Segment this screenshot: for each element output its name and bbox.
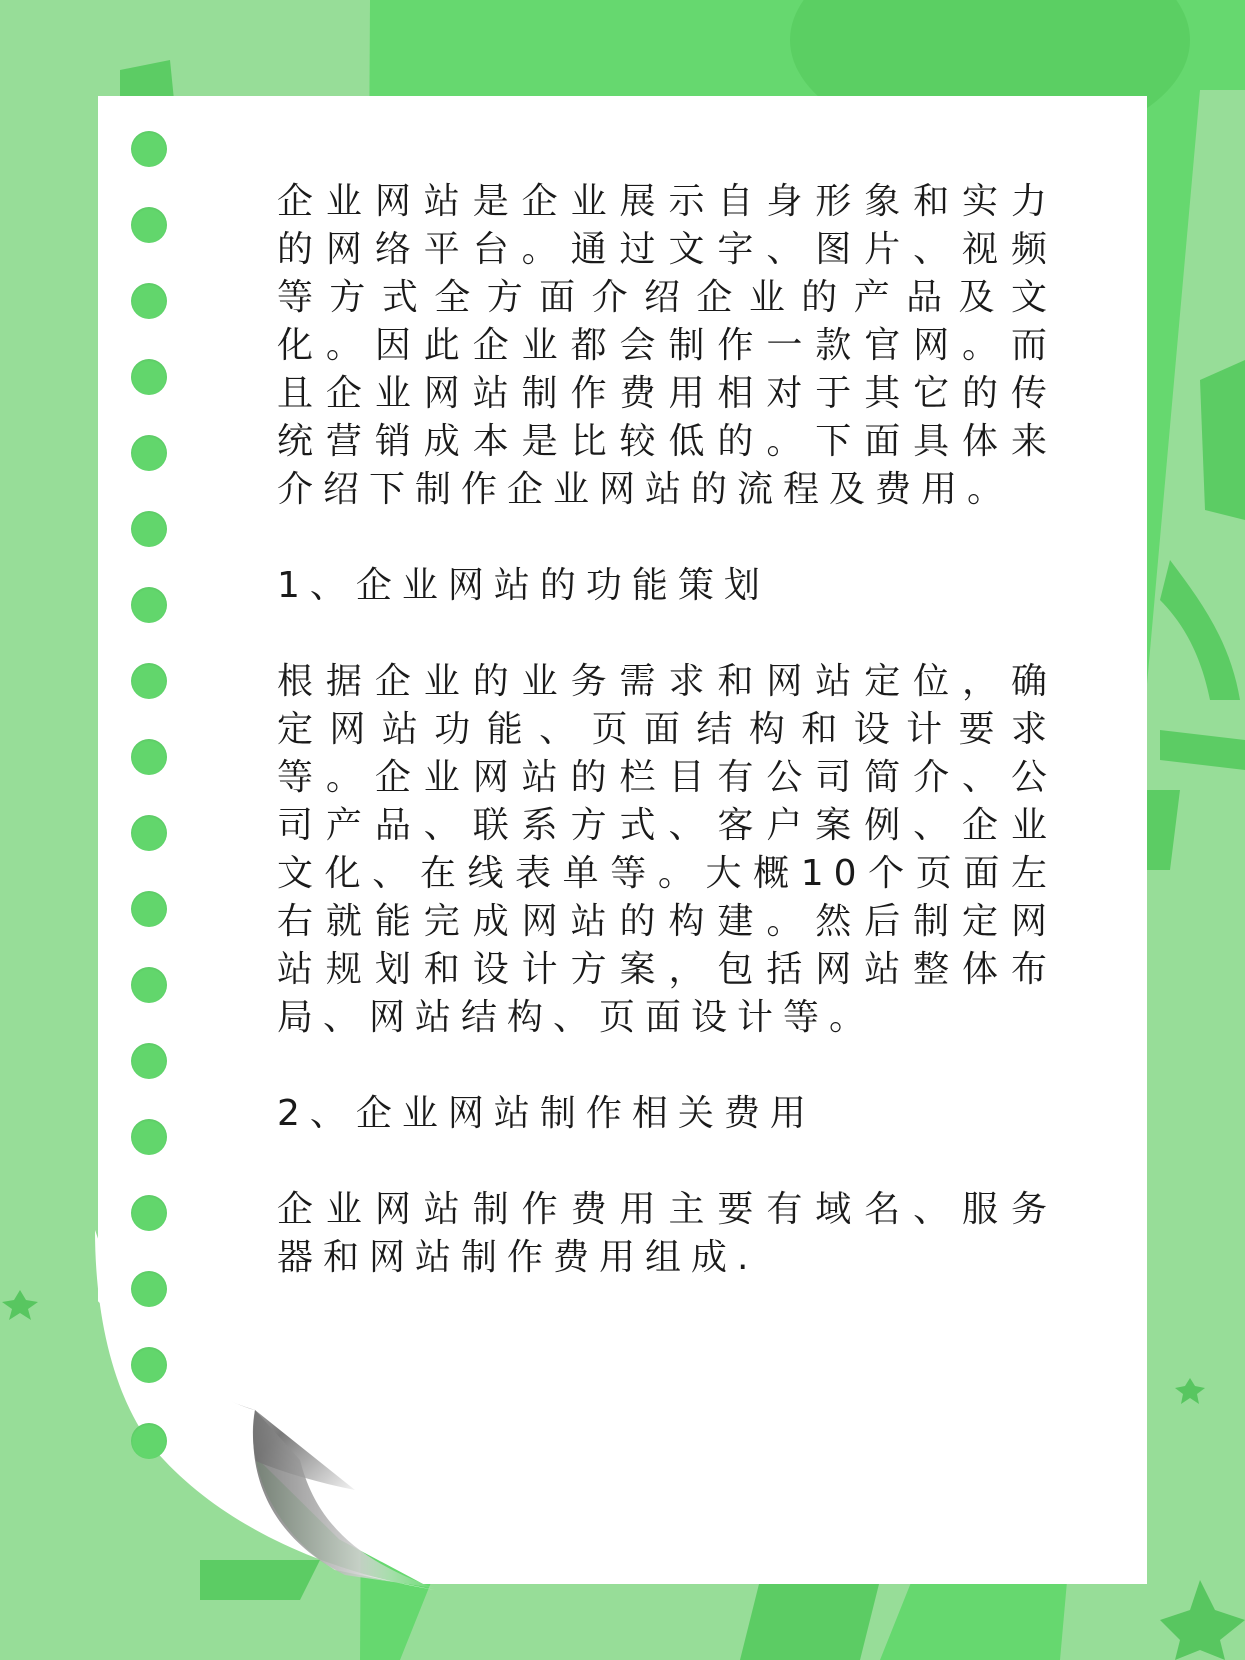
section-1-body: 根据企业的业务需求和网站定位，确定网站功能、页面结构和设计要求等。企业网站的栏目有公司简介、公司产品、联系方式、客户案例、企业文化、在线表单等。大概10个页面左右就能完成网站的构建。然后制定网站规划和设计方案，包括网站整体布局、网站结构、页面设计等。: [277, 661, 1057, 1038]
binder-hole: [131, 967, 167, 1003]
section-1-title: 1、企业网站的功能策划: [277, 565, 770, 606]
binder-hole: [131, 891, 167, 927]
section-2-title: 2、企业网站制作相关费用: [277, 1093, 816, 1134]
binder-hole: [131, 1271, 167, 1307]
binder-hole: [131, 663, 167, 699]
binder-hole: [131, 1423, 167, 1459]
binder-hole: [131, 1195, 167, 1231]
section-2-body: 企业网站制作费用主要有域名、服务器和网站制作费用组成.: [277, 1189, 1057, 1278]
binder-hole: [131, 587, 167, 623]
binder-hole: [131, 283, 167, 319]
binder-hole: [131, 359, 167, 395]
intro-paragraph: 企业网站是企业展示自身形象和实力的网络平台。通过文字、图片、视频等方式全方面介绍企业的产品及文化。因此企业都会制作一款官网。而且企业网站制作费用相对于其它的传统营销成本是比较低的。下面具体来介绍下制作企业网站的流程及费用。: [277, 181, 1057, 510]
binder-hole: [131, 1347, 167, 1383]
binder-hole: [131, 207, 167, 243]
binder-hole: [131, 1043, 167, 1079]
binder-hole: [131, 815, 167, 851]
binder-hole: [131, 1119, 167, 1155]
binder-hole: [131, 511, 167, 547]
binder-hole: [131, 739, 167, 775]
binder-hole: [131, 131, 167, 167]
article-content: [277, 178, 1057, 1282]
binder-hole: [131, 435, 167, 471]
